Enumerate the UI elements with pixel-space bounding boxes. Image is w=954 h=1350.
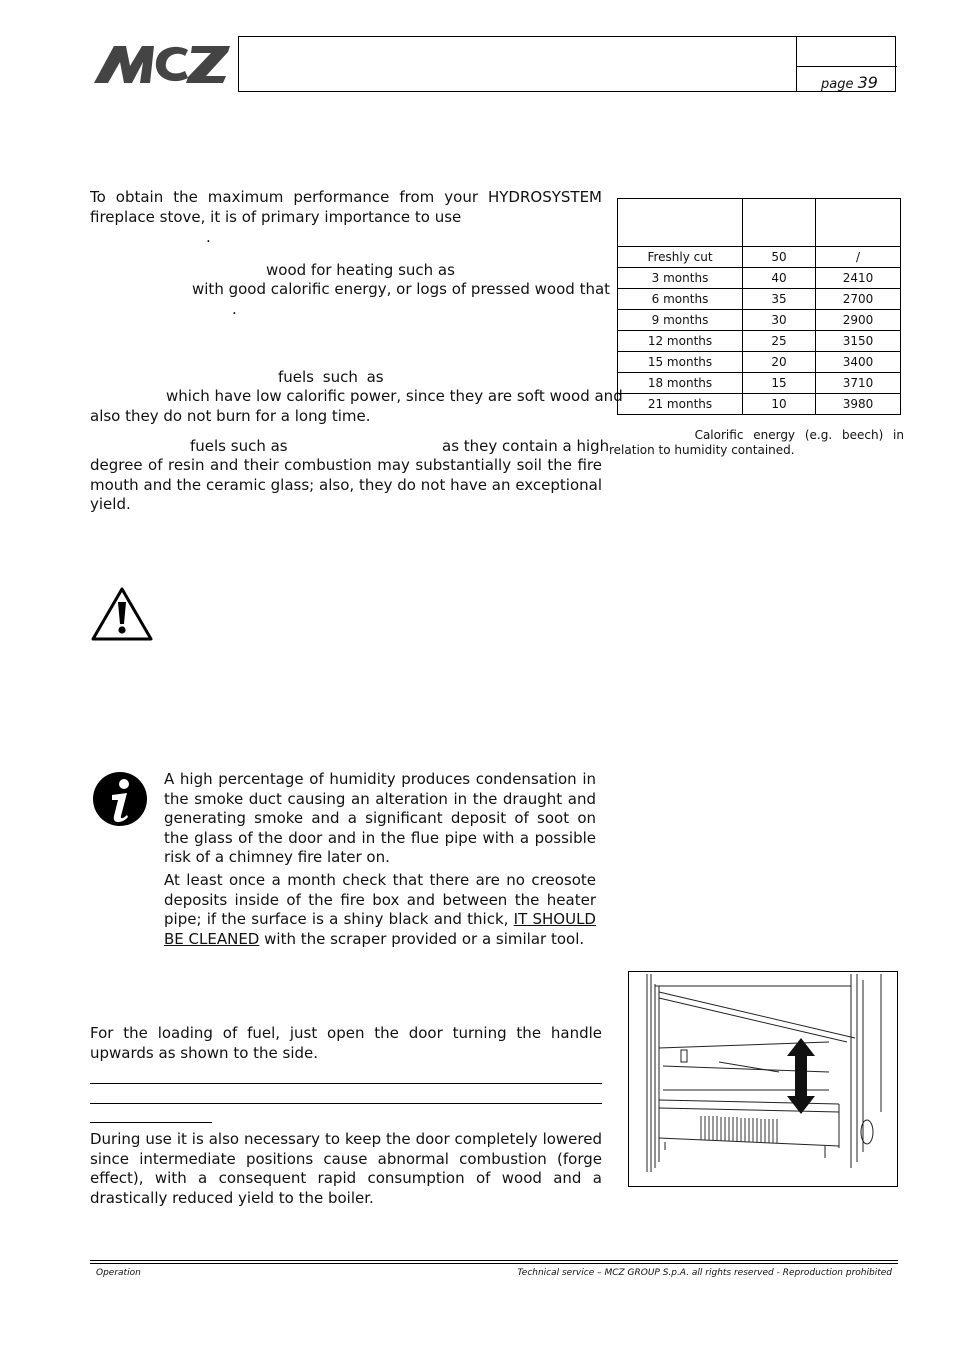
avoid2-line-1a: fuels such as — [190, 437, 288, 455]
table-cell: Freshly cut — [618, 247, 743, 268]
table-cell: / — [816, 247, 901, 268]
table-cell: 2700 — [816, 289, 901, 310]
info-paragraph-2 — [164, 871, 596, 949]
use-paragraph: During use it is also necessary to keep the door completely lowered since intermediate positions cause abnormal combustion (forge effect), with a consequent rapid consumption of wood and a drastically reduced yield to the boiler. — [90, 1130, 602, 1207]
table-header-cell — [743, 199, 816, 247]
table-cell: 40 — [743, 268, 816, 289]
info-paragraph-1: A high percentage of humidity produces condensation in the smoke duct causing an alteration in the draught and generating smoke and a significant deposit of soot on the glass of the door and in the flue pipe with a possible risk of a chimney fire later on. — [164, 770, 596, 866]
warning-triangle-icon — [90, 586, 154, 642]
caption-line-2: relation to humidity contained. — [609, 443, 795, 457]
table-cell: 30 — [743, 310, 816, 331]
table-cell: 2900 — [816, 310, 901, 331]
intro-line-6: . — [232, 300, 237, 318]
info-paragraph-2-start: At least once a month check that there are no creosote deposits inside of the fire box and between the heater pipe; if the surface is a shiny black and thick, — [164, 871, 596, 928]
table-header-cell — [618, 199, 743, 247]
divider-line — [90, 1083, 602, 1084]
page-number: 39 — [857, 73, 878, 92]
table-cell: 10 — [743, 394, 816, 415]
intro-line-4: wood for heating such as — [266, 261, 455, 279]
header-divider — [796, 37, 797, 92]
divider-line — [90, 1103, 602, 1104]
loading-paragraph: For the loading of fuel, just open the door turning the handle upwards as shown to the side. — [90, 1024, 602, 1062]
table-row — [618, 268, 901, 289]
table-caption — [609, 428, 904, 458]
table-row — [618, 310, 901, 331]
footer-rule — [90, 1260, 898, 1261]
table-row — [618, 331, 901, 352]
page-number-label — [821, 73, 878, 92]
table-cell: 3 months — [618, 268, 743, 289]
info-paragraph-2-end: with the scraper provided or a similar tool. — [264, 929, 585, 948]
table-cell: 50 — [743, 247, 816, 268]
table-cell: 35 — [743, 289, 816, 310]
table-cell: 3150 — [816, 331, 901, 352]
avoid2-line-1b: as they contain a high — [442, 437, 610, 455]
footer-copyright: Technical service – MCZ GROUP S.p.A. all rights reserved - Reproduction prohibited — [517, 1268, 892, 1278]
table-cell: 6 months — [618, 289, 743, 310]
footer-section-label: Operation — [96, 1268, 141, 1278]
table-cell: 3710 — [816, 373, 901, 394]
table-cell: 12 months — [618, 331, 743, 352]
intro-line-3: . — [206, 228, 211, 246]
table-cell: 9 months — [618, 310, 743, 331]
footer-rule — [90, 1263, 898, 1264]
humidity-table — [617, 198, 901, 415]
table-row — [618, 289, 901, 310]
table-row — [618, 373, 901, 394]
table-cell: 15 — [743, 373, 816, 394]
table-cell: 2410 — [816, 268, 901, 289]
header-divider-h — [796, 66, 897, 67]
table-cell: 25 — [743, 331, 816, 352]
avoid1-line-1: fuels such as — [278, 368, 384, 386]
table-cell: 3400 — [816, 352, 901, 373]
table-row — [618, 247, 901, 268]
avoid1-line-2: which have low calorific power, since they are soft wood and — [166, 387, 623, 405]
table-cell: 18 months — [618, 373, 743, 394]
table-header-cell — [816, 199, 901, 247]
caption-line-1: Calorific energy (e.g. beech) in — [694, 428, 904, 442]
table-cell: 15 months — [618, 352, 743, 373]
header-box — [238, 36, 896, 92]
divider-line — [90, 1122, 212, 1123]
info-icon — [92, 771, 148, 827]
mcz-logo — [92, 40, 232, 86]
table-row — [618, 394, 901, 415]
table-cell: 21 months — [618, 394, 743, 415]
fireplace-drawing — [629, 972, 897, 1186]
page-label: page — [821, 77, 854, 92]
intro-line-2: fireplace stove, it is of primary importance to use — [90, 208, 462, 226]
intro-line-1: To obtain the maximum performance from your HYDROSYSTEM — [90, 188, 602, 206]
table-cell: 3980 — [816, 394, 901, 415]
table-row — [618, 352, 901, 373]
avoid1-line-3: also they do not burn for a long time. — [90, 407, 371, 425]
avoid2-paragraph: degree of resin and their combustion may substantially soil the fire mouth and the ceramic glass; also, they do not have an exceptional yield. — [90, 456, 602, 513]
fireplace-door-figure — [628, 971, 898, 1187]
intro-line-5: with good calorific energy, or logs of pressed wood that — [192, 280, 611, 298]
table-header-row — [618, 199, 901, 247]
clean-warning: IT SHOULD BE CLEANED — [164, 910, 596, 948]
table-cell: 20 — [743, 352, 816, 373]
